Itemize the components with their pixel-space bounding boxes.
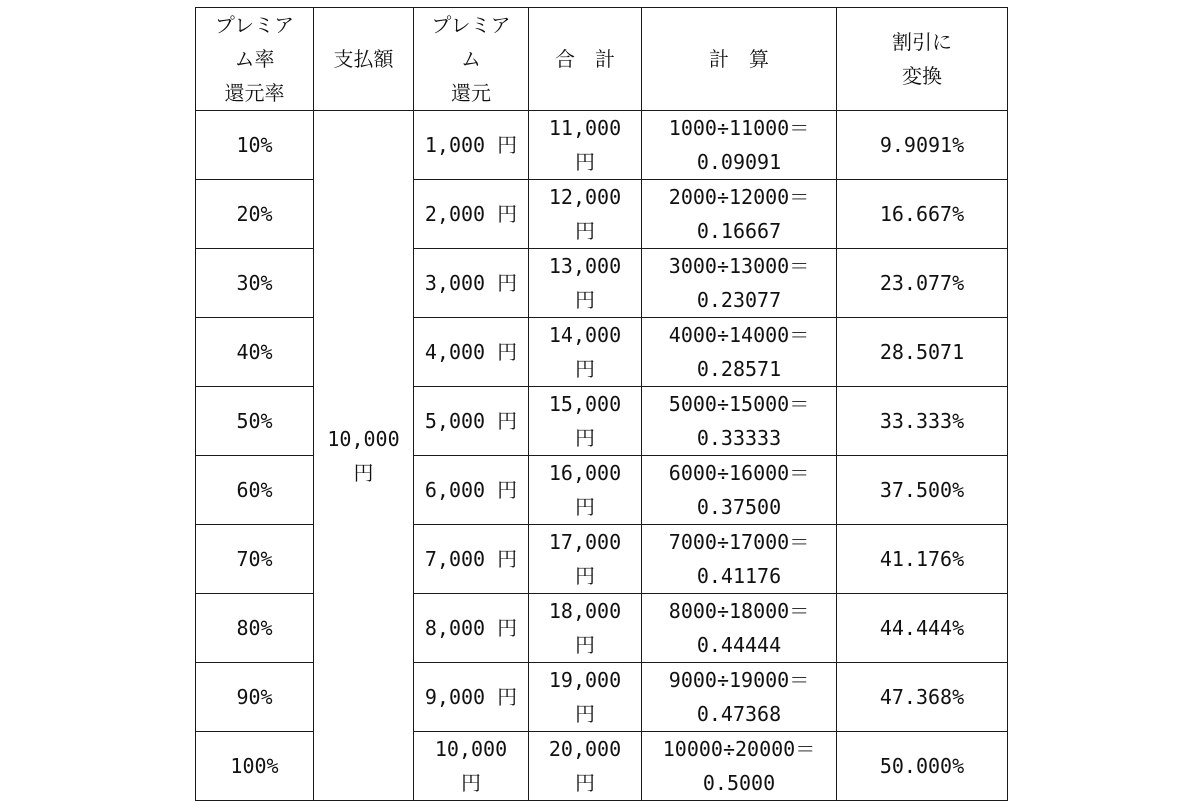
- cell-rate: 100%: [196, 732, 314, 801]
- cell-premium: 3,000 円: [414, 249, 529, 318]
- cell-discount: 41.176%: [837, 525, 1008, 594]
- header-premium-return: プレミア ム 還元: [414, 8, 529, 111]
- cell-discount: 44.444%: [837, 594, 1008, 663]
- cell-total: 14,000 円: [529, 318, 642, 387]
- cell-discount: 47.368%: [837, 663, 1008, 732]
- cell-total: 15,000 円: [529, 387, 642, 456]
- cell-discount: 28.5071: [837, 318, 1008, 387]
- header-payment-amount: 支払額: [314, 8, 414, 111]
- cell-calc: 9000÷19000＝ 0.47368: [642, 663, 837, 732]
- cell-rate: 90%: [196, 663, 314, 732]
- cell-discount: 23.077%: [837, 249, 1008, 318]
- cell-calc: 3000÷13000＝ 0.23077: [642, 249, 837, 318]
- cell-premium: 9,000 円: [414, 663, 529, 732]
- cell-calc: 2000÷12000＝ 0.16667: [642, 180, 837, 249]
- header-discount-conversion: 割引に 変換: [837, 8, 1008, 111]
- cell-premium: 5,000 円: [414, 387, 529, 456]
- cell-premium: 8,000 円: [414, 594, 529, 663]
- header-calculation: 計 算: [642, 8, 837, 111]
- cell-calc: 8000÷18000＝ 0.44444: [642, 594, 837, 663]
- cell-rate: 50%: [196, 387, 314, 456]
- header-row: [196, 8, 1008, 111]
- header-premium-rate: プレミア ム率 還元率: [196, 8, 314, 111]
- cell-rate: 70%: [196, 525, 314, 594]
- cell-rate: 10%: [196, 111, 314, 180]
- cell-rate: 80%: [196, 594, 314, 663]
- cell-total: 18,000 円: [529, 594, 642, 663]
- cell-discount: 33.333%: [837, 387, 1008, 456]
- cell-total: 11,000 円: [529, 111, 642, 180]
- cell-total: 16,000 円: [529, 456, 642, 525]
- cell-discount: 9.9091%: [837, 111, 1008, 180]
- cell-premium: 7,000 円: [414, 525, 529, 594]
- cell-rate: 60%: [196, 456, 314, 525]
- cell-total: 19,000 円: [529, 663, 642, 732]
- cell-calc: 10000÷20000＝ 0.5000: [642, 732, 837, 801]
- cell-calc: 1000÷11000＝ 0.09091: [642, 111, 837, 180]
- cell-premium: 6,000 円: [414, 456, 529, 525]
- cell-discount: 50.000%: [837, 732, 1008, 801]
- cell-rate: 20%: [196, 180, 314, 249]
- cell-rate: 30%: [196, 249, 314, 318]
- cell-total: 12,000 円: [529, 180, 642, 249]
- cell-premium: 10,000 円: [414, 732, 529, 801]
- table-row: [196, 111, 1008, 180]
- cell-rate: 40%: [196, 318, 314, 387]
- cell-calc: 4000÷14000＝ 0.28571: [642, 318, 837, 387]
- premium-discount-table: [195, 7, 1008, 801]
- cell-total: 17,000 円: [529, 525, 642, 594]
- cell-premium: 1,000 円: [414, 111, 529, 180]
- header-total: 合 計: [529, 8, 642, 111]
- cell-calc: 7000÷17000＝ 0.41176: [642, 525, 837, 594]
- cell-calc: 6000÷16000＝ 0.37500: [642, 456, 837, 525]
- cell-calc: 5000÷15000＝ 0.33333: [642, 387, 837, 456]
- cell-discount: 37.500%: [837, 456, 1008, 525]
- cell-payment-amount: 10,000 円: [314, 111, 414, 801]
- cell-premium: 2,000 円: [414, 180, 529, 249]
- cell-discount: 16.667%: [837, 180, 1008, 249]
- cell-total: 20,000 円: [529, 732, 642, 801]
- cell-premium: 4,000 円: [414, 318, 529, 387]
- cell-total: 13,000 円: [529, 249, 642, 318]
